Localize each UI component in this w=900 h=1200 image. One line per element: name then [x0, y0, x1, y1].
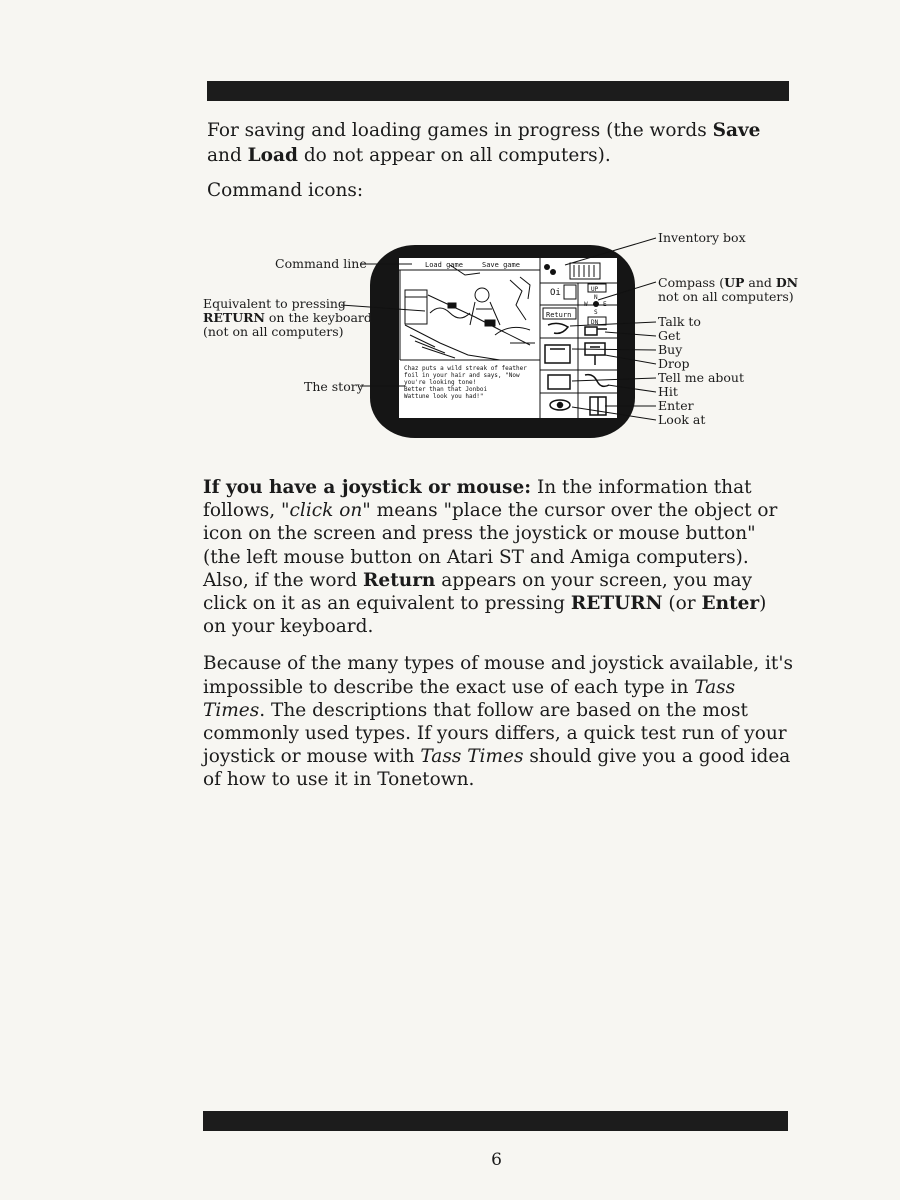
callout-compass: [658, 276, 798, 304]
mouse-types-paragraph: [203, 652, 793, 791]
callout-talk-to: Talk to: [658, 314, 701, 329]
story-text-line: foil in your hair and says, "Now: [404, 372, 520, 379]
intro-text: For saving and loading games in progress (the words: [207, 120, 713, 141]
callout-look-at: Look at: [658, 412, 706, 427]
callout-command-line: Command line: [275, 256, 367, 271]
enter-key: Enter: [701, 593, 760, 615]
top-decorative-bar: [207, 81, 789, 101]
body-text: ) on your keyboard.: [203, 593, 767, 638]
body-text: . The descriptions that follow are based on the most commonly used types. If yours differs, a quick test run of your joystick or mouse with: [203, 699, 787, 768]
menu-save-game[interactable]: Save game: [482, 261, 520, 269]
command-icons-figure: [200, 225, 800, 450]
intro-section: [207, 118, 797, 213]
callout-get: Get: [658, 328, 681, 343]
callout-the-story: The story: [304, 379, 364, 394]
story-text-line: Chaz puts a wild streak of feather: [404, 365, 527, 372]
callout-equivalent-line1: Equivalent to pressing: [203, 296, 346, 311]
load-word: Load: [247, 145, 298, 166]
page-number: 6: [491, 1150, 502, 1170]
body-text: means "place the cursor over the object or icon on the screen and press the joystick or mouse button" (the left mouse button on Atari ST and Amiga computers). Also, if the word: [203, 500, 778, 591]
compass-center-icon: [593, 301, 599, 307]
intro-paragraph: [207, 118, 797, 168]
game-title: Tass Times: [420, 746, 524, 768]
compass-s-label: S: [594, 309, 598, 316]
story-text-line: you're looking tone!: [404, 379, 477, 386]
body-section: [203, 476, 793, 806]
compass-up-label: UP: [591, 286, 599, 293]
callout-drop: Drop: [658, 356, 690, 371]
compass-w-label: W: [584, 301, 588, 308]
callout-compass-text: Compass (: [658, 275, 725, 290]
callout-tell-me-about: Tell me about: [658, 370, 745, 385]
compass-e-label: E: [603, 301, 607, 308]
bottom-decorative-bar: [203, 1111, 788, 1131]
inventory-items-icon: Oi: [550, 288, 561, 298]
body-text: appears on your screen, you may click on it as an equivalent to pressing: [203, 569, 753, 615]
body-text: should give you a good idea of how to use it in Tonetown.: [203, 746, 791, 791]
callout-enter: Enter: [658, 398, 694, 413]
callout-equivalent-line3: (not on all computers): [203, 324, 344, 339]
compass-n-label: N: [594, 294, 598, 301]
return-word: Return: [363, 569, 436, 591]
callout-buy: Buy: [658, 342, 683, 357]
callout-compass-up: UP: [724, 275, 745, 290]
callout-compass-text: and: [744, 275, 776, 290]
body-text: Because of the many types of mouse and joystick available, it's impossible to describe the exact use of each type in: [203, 653, 793, 698]
callout-compass-line2: not on all computers): [658, 289, 794, 304]
story-text-line: Better than that Jonboi: [404, 386, 488, 393]
body-text: In the information that follows,: [203, 477, 752, 522]
callout-compass-dn: DN: [775, 275, 799, 290]
click-on-term: "click on": [281, 500, 371, 522]
story-text-line: Wattune look you had!": [404, 393, 484, 400]
callout-inventory-box: Inventory box: [658, 230, 746, 245]
return-button-label: Return: [546, 311, 572, 319]
save-word: Save: [712, 120, 761, 141]
callout-compass-line1: [658, 276, 798, 290]
compass-dn-label: DN: [591, 319, 599, 326]
menu-load-game[interactable]: Load game: [425, 261, 463, 269]
callout-equivalent-line2-rest: on the keyboard: [264, 310, 372, 325]
callout-equivalent-return: [203, 297, 372, 339]
command-icons-heading: Command icons:: [207, 180, 364, 201]
joystick-paragraph: [203, 476, 793, 638]
return-key: RETURN: [570, 593, 663, 615]
intro-text: and: [207, 145, 248, 166]
game-title: Tass Times: [203, 676, 736, 721]
callout-return-word: RETURN: [203, 310, 265, 325]
callout-equivalent-line2: [203, 311, 372, 325]
joystick-heading: If you have a joystick or mouse:: [203, 477, 532, 498]
callout-hit: Hit: [658, 384, 678, 399]
inventory-slot-icon[interactable]: [564, 285, 576, 299]
body-text: (or: [662, 593, 702, 615]
intro-text: do not appear on all computers).: [297, 145, 611, 166]
